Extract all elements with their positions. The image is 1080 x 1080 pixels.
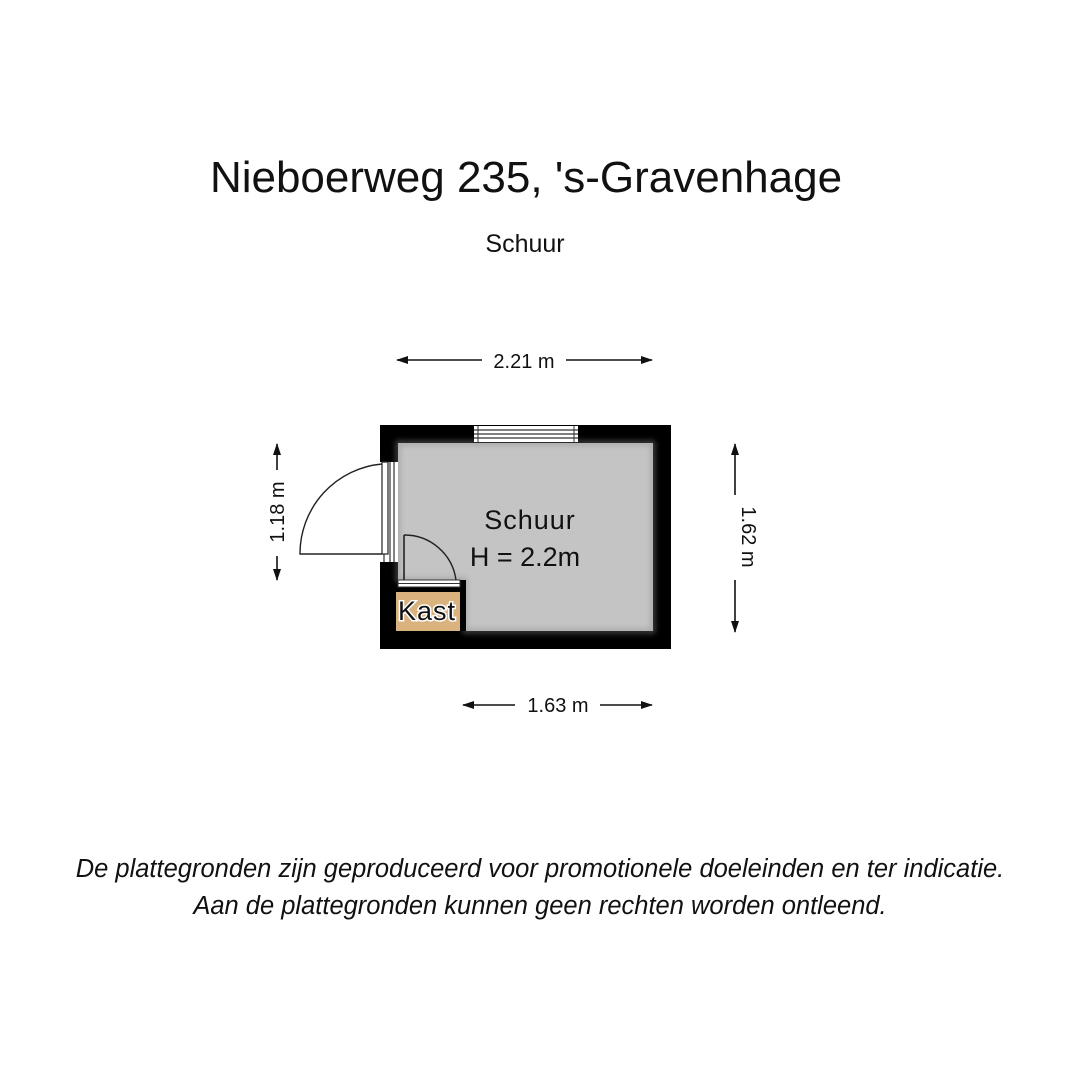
room-schuur-height: H = 2.2m <box>469 542 581 572</box>
dimension-left: 1.18 m <box>267 481 289 543</box>
floor-label: Schuur <box>485 230 565 258</box>
kast-wall-right <box>460 580 466 631</box>
room-kast-label: Kast <box>397 596 457 626</box>
disclaimer-line-1: De plattegronden zijn geproduceerd voor promotionele doeleinden en ter indicatie. <box>75 855 1005 883</box>
dimension-bottom: 1.63 m <box>527 695 589 717</box>
dimension-right: 1.62 m <box>737 506 759 568</box>
entrance-door-swing <box>300 464 382 554</box>
room-schuur-label: Schuur <box>484 505 576 535</box>
page-title: Nieboerweg 235, 's-Gravenhage <box>209 153 843 202</box>
dimension-top: 2.21 m <box>493 351 555 373</box>
disclaimer-line-2: Aan de plattegronden kunnen geen rechten worden ontleend. <box>193 892 887 920</box>
entrance-door-leaf <box>382 462 388 554</box>
